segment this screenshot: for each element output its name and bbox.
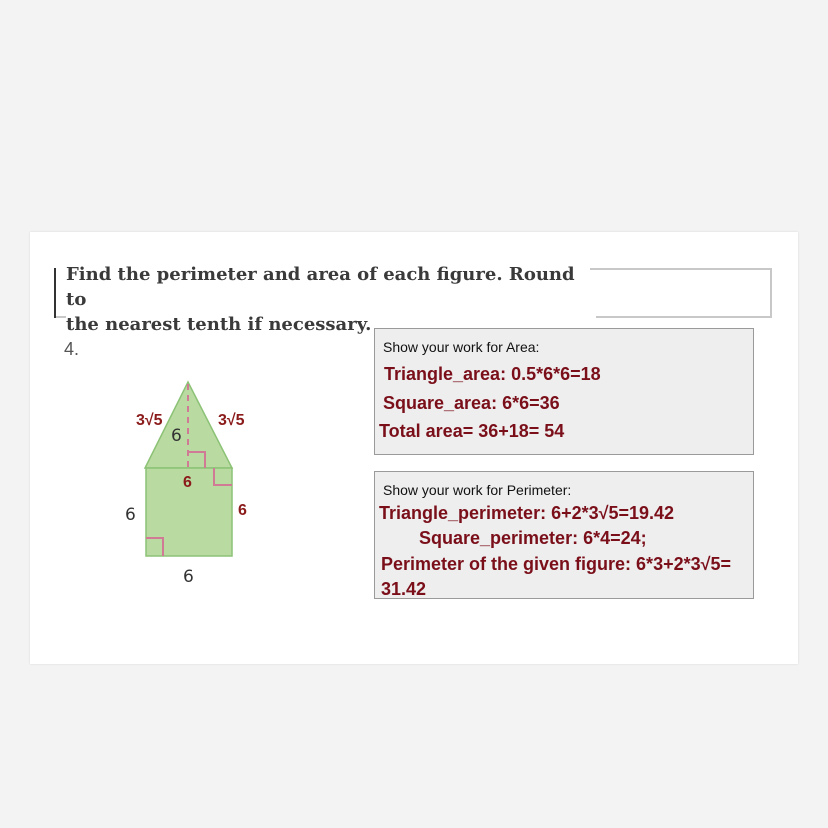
instruction-line-2: the nearest tenth if necessary. [66,314,372,335]
perimeter-work-box[interactable] [374,471,754,599]
worksheet-card [30,232,798,664]
square-perimeter-line: Square_perimeter: 6*4=24; [419,528,647,548]
triangle-perimeter-line: Triangle_perimeter: 6+2*3√5=19.42 [379,503,675,523]
figure-perimeter-line: Perimeter of the given figure: 6*3+2*3√5= [381,554,732,574]
perimeter-work-label: Show your work for Perimeter: [383,482,572,498]
triangle-area-line: Triangle_area: 0.5*6*6=18 [384,364,601,384]
area-work-label: Show your work for Area: [383,339,540,355]
label-right-side: 6 [238,502,247,519]
label-base-inner: 6 [183,474,192,491]
label-slant-right: 3√5 [218,412,245,429]
composite-figure [110,372,310,592]
label-height: 6 [171,426,182,446]
instruction-line-1: Find the perimeter and area of each figure. Round to [66,264,575,310]
area-work-box[interactable] [374,328,754,455]
problem-number: 4. [64,339,80,359]
instruction-text [66,262,596,337]
instruction-box [54,264,772,335]
figure-perimeter-result: 31.42 [381,579,427,599]
label-bottom: 6 [183,567,194,587]
square-area-line: Square_area: 6*6=36 [383,393,560,413]
label-left-side: 6 [125,505,136,525]
label-slant-left: 3√5 [136,412,163,429]
total-area-line: Total area= 36+18= 54 [379,421,565,441]
